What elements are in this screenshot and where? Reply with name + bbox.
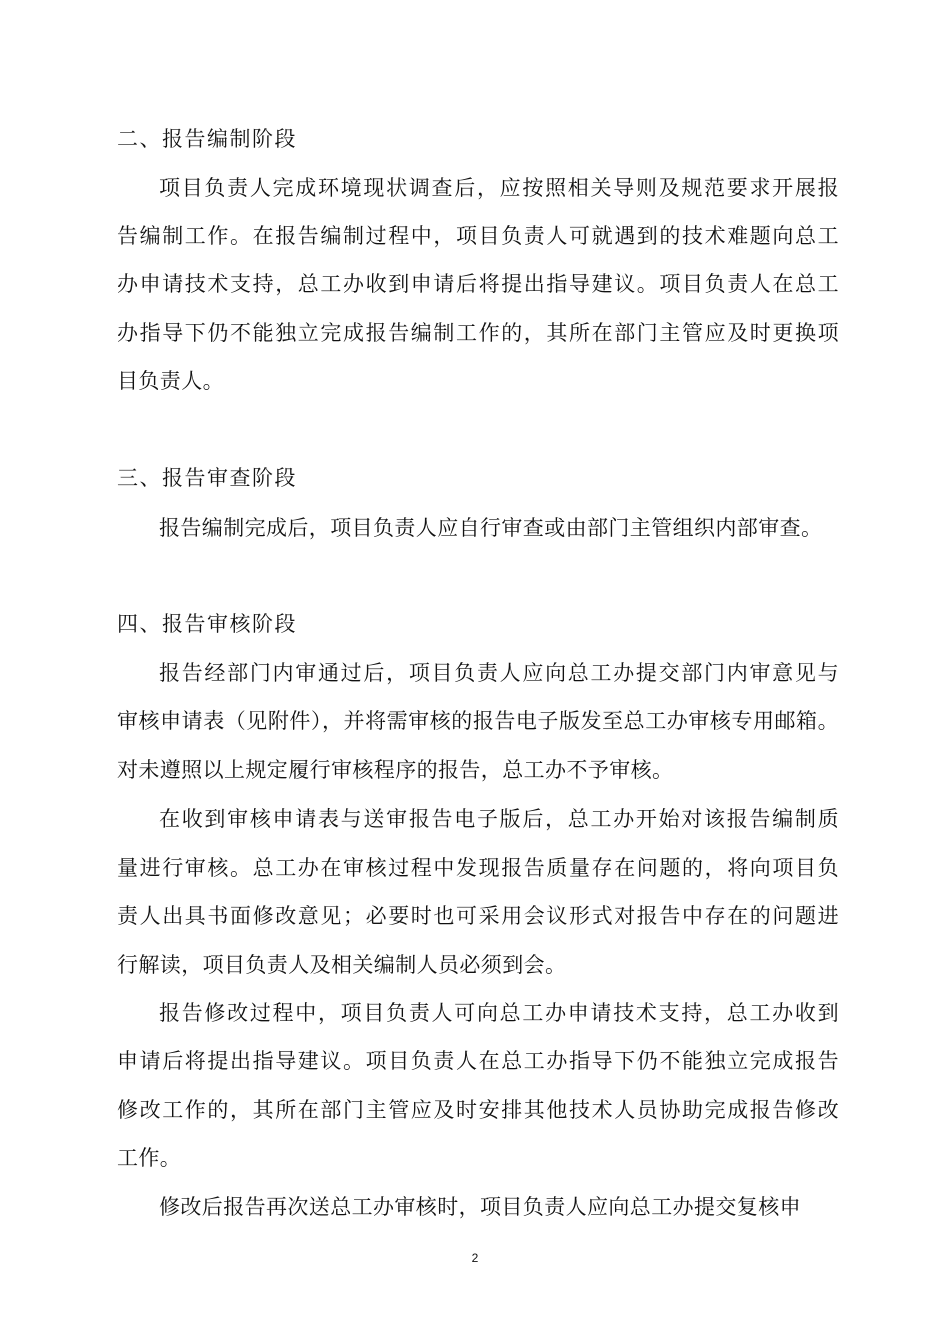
paragraph-line: 项目负责人完成环境现状调查后，应按照相关导则及规范要求开展报: [159, 176, 839, 200]
paragraph-line: 修改工作的，其所在部门主管应及时安排其他技术人员协助完成报告修改: [117, 1098, 839, 1122]
paragraph-line: 报告经部门内审通过后，项目负责人应向总工办提交部门内审意见与: [159, 661, 839, 685]
paragraph-line: 审核申请表（见附件），并将需审核的报告电子版发至总工办审核专用邮箱。: [117, 709, 839, 733]
section-heading-2: 二、报告编制阶段: [117, 127, 297, 151]
paragraph-line: 申请后将提出指导建议。项目负责人在总工办指导下仍不能独立完成报告: [117, 1049, 839, 1073]
paragraph-line: 对未遵照以上规定履行审核程序的报告，总工办不予审核。: [117, 758, 674, 782]
paragraph-line: 工作。: [117, 1146, 182, 1170]
paragraph-line: 办申请技术支持，总工办收到申请后将提出指导建议。项目负责人在总工: [117, 272, 839, 296]
paragraph-line: 量进行审核。总工办在审核过程中发现报告质量存在问题的，将向项目负: [117, 856, 839, 880]
section-heading-3: 三、报告审查阶段: [117, 466, 297, 490]
paragraph-line: 报告修改过程中，项目负责人可向总工办申请技术支持，总工办收到: [159, 1001, 839, 1025]
paragraph-line: 目负责人。: [117, 369, 224, 393]
paragraph-line: 告编制工作。在报告编制过程中，项目负责人可就遇到的技术难题向总工: [117, 224, 839, 248]
paragraph-line: 报告编制完成后，项目负责人应自行审查或由部门主管组织内部审查。: [159, 516, 823, 540]
paragraph-line: 责人出具书面修改意见；必要时也可采用会议形式对报告中存在的问题进: [117, 904, 839, 928]
section-heading-4: 四、报告审核阶段: [117, 612, 297, 636]
paragraph-line: 修改后报告再次送总工办审核时，项目负责人应向总工办提交复核申: [159, 1195, 801, 1219]
paragraph-line: 办指导下仍不能独立完成报告编制工作的，其所在部门主管应及时更换项: [117, 321, 839, 345]
paragraph-line: 行解读，项目负责人及相关编制人员必须到会。: [117, 953, 567, 977]
paragraph-line: 在收到审核申请表与送审报告电子版后，总工办开始对该报告编制质: [159, 807, 839, 831]
page-number: 2: [471, 1251, 479, 1265]
